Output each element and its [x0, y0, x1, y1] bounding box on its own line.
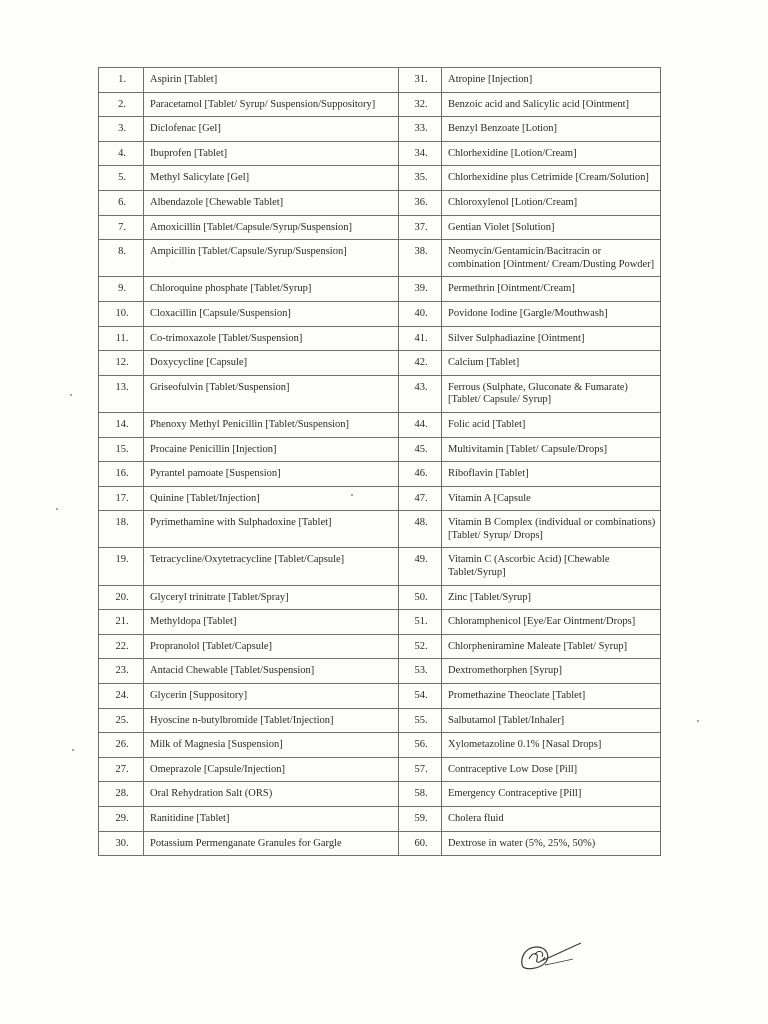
drug-name: Zinc [Tablet/Syrup]: [442, 585, 661, 610]
drug-name: Doxycycline [Capsule]: [144, 351, 399, 376]
item-number: 24.: [99, 684, 144, 709]
item-number: 7.: [99, 215, 144, 240]
item-number: 32.: [399, 92, 442, 117]
item-number: 41.: [399, 326, 442, 351]
table-row: [99, 166, 661, 191]
item-number: 18.: [99, 511, 144, 548]
drug-name: Chlorhexidine [Lotion/Cream]: [442, 141, 661, 166]
drug-name: Glyceryl trinitrate [Tablet/Spray]: [144, 585, 399, 610]
item-number: 42.: [399, 351, 442, 376]
drug-name: Xylometazoline 0.1% [Nasal Drops]: [442, 733, 661, 758]
table-row: [99, 301, 661, 326]
drug-name: Aspirin [Tablet]: [144, 68, 399, 93]
item-number: 50.: [399, 585, 442, 610]
item-number: 30.: [99, 831, 144, 856]
table-row: [99, 708, 661, 733]
drug-name: Silver Sulphadiazine [Ointment]: [442, 326, 661, 351]
table-row: [99, 659, 661, 684]
drug-name: Cholera fluid: [442, 807, 661, 832]
table-row: [99, 486, 661, 511]
item-number: 21.: [99, 610, 144, 635]
item-number: 57.: [399, 757, 442, 782]
item-number: 8.: [99, 240, 144, 277]
drug-name: Co-trimoxazole [Tablet/Suspension]: [144, 326, 399, 351]
table-row: [99, 548, 661, 585]
item-number: 35.: [399, 166, 442, 191]
item-number: 36.: [399, 190, 442, 215]
drug-name: Chloramphenicol [Eye/Ear Ointment/Drops]: [442, 610, 661, 635]
item-number: 31.: [399, 68, 442, 93]
drug-name: Potassium Permenganate Granules for Gargle: [144, 831, 399, 856]
item-number: 33.: [399, 117, 442, 142]
item-number: 13.: [99, 375, 144, 412]
drug-name: Phenoxy Methyl Penicillin [Tablet/Suspension]: [144, 412, 399, 437]
drug-name: Griseofulvin [Tablet/Suspension]: [144, 375, 399, 412]
item-number: 17.: [99, 486, 144, 511]
drug-name: Glycerin [Suppository]: [144, 684, 399, 709]
item-number: 9.: [99, 277, 144, 302]
item-number: 22.: [99, 634, 144, 659]
drug-name: Methyl Salicylate [Gel]: [144, 166, 399, 191]
item-number: 28.: [99, 782, 144, 807]
item-number: 53.: [399, 659, 442, 684]
item-number: 47.: [399, 486, 442, 511]
drug-name: Dextrose in water (5%, 25%, 50%): [442, 831, 661, 856]
drug-name: Benzyl Benzoate [Lotion]: [442, 117, 661, 142]
item-number: 45.: [399, 437, 442, 462]
item-number: 27.: [99, 757, 144, 782]
drug-name: Methyldopa [Tablet]: [144, 610, 399, 635]
scan-speck: [351, 494, 353, 496]
table-row: [99, 610, 661, 635]
item-number: 23.: [99, 659, 144, 684]
drug-name: Omeprazole [Capsule/Injection]: [144, 757, 399, 782]
table-row: [99, 782, 661, 807]
drug-name: Ibuprofen [Tablet]: [144, 141, 399, 166]
item-number: 2.: [99, 92, 144, 117]
item-number: 46.: [399, 462, 442, 487]
drug-name: Procaine Penicillin [Injection]: [144, 437, 399, 462]
drug-name: Multivitamin [Tablet/ Capsule/Drops]: [442, 437, 661, 462]
table-row: [99, 326, 661, 351]
drug-name: Pyrimethamine with Sulphadoxine [Tablet]: [144, 511, 399, 548]
item-number: 4.: [99, 141, 144, 166]
drug-name: Propranolol [Tablet/Capsule]: [144, 634, 399, 659]
item-number: 56.: [399, 733, 442, 758]
table-row: [99, 240, 661, 277]
table-row: [99, 831, 661, 856]
scan-speck: [72, 749, 74, 751]
drug-name: Atropine [Injection]: [442, 68, 661, 93]
table-row: [99, 277, 661, 302]
drug-name: Vitamin C (Ascorbic Acid) [Chewable Tablet/Syrup]: [442, 548, 661, 585]
item-number: 38.: [399, 240, 442, 277]
scan-speck: [697, 720, 699, 722]
drug-name: Promethazine Theoclate [Tablet]: [442, 684, 661, 709]
drug-name: Benzoic acid and Salicylic acid [Ointment]: [442, 92, 661, 117]
item-number: 3.: [99, 117, 144, 142]
drug-name: Chloroxylenol [Lotion/Cream]: [442, 190, 661, 215]
item-number: 37.: [399, 215, 442, 240]
drug-name: Albendazole [Chewable Tablet]: [144, 190, 399, 215]
item-number: 52.: [399, 634, 442, 659]
table-row: [99, 807, 661, 832]
item-number: 5.: [99, 166, 144, 191]
drug-name: Ampicillin [Tablet/Capsule/Syrup/Suspension]: [144, 240, 399, 277]
item-number: 44.: [399, 412, 442, 437]
item-number: 59.: [399, 807, 442, 832]
table-row: [99, 412, 661, 437]
drug-name: Salbutamol [Tablet/Inhaler]: [442, 708, 661, 733]
drug-name: Milk of Magnesia [Suspension]: [144, 733, 399, 758]
table-row: [99, 215, 661, 240]
table-row: [99, 190, 661, 215]
drug-name: Vitamin B Complex (individual or combinations) [Tablet/ Syrup/ Drops]: [442, 511, 661, 548]
item-number: 11.: [99, 326, 144, 351]
drug-name: Chlorhexidine plus Cetrimide [Cream/Solution]: [442, 166, 661, 191]
drug-name: Riboflavin [Tablet]: [442, 462, 661, 487]
drug-name: Neomycin/Gentamicin/Bacitracin or combination [Ointment/ Cream/Dusting Powder]: [442, 240, 661, 277]
item-number: 6.: [99, 190, 144, 215]
item-number: 58.: [399, 782, 442, 807]
drug-name: Cloxacillin [Capsule/Suspension]: [144, 301, 399, 326]
item-number: 29.: [99, 807, 144, 832]
drug-name: Diclofenac [Gel]: [144, 117, 399, 142]
item-number: 20.: [99, 585, 144, 610]
drug-name: Permethrin [Ointment/Cream]: [442, 277, 661, 302]
drug-name: Dextromethorphen [Syrup]: [442, 659, 661, 684]
drug-name: Chlorpheniramine Maleate [Tablet/ Syrup]: [442, 634, 661, 659]
drug-list-body: [99, 68, 661, 856]
drug-name: Emergency Contraceptive [Pill]: [442, 782, 661, 807]
table-row: [99, 437, 661, 462]
drug-name: Gentian Violet [Solution]: [442, 215, 661, 240]
drug-name: Vitamin A [Capsule: [442, 486, 661, 511]
table-row: [99, 351, 661, 376]
item-number: 26.: [99, 733, 144, 758]
drug-name: Amoxicillin [Tablet/Capsule/Syrup/Suspension]: [144, 215, 399, 240]
table-row: [99, 375, 661, 412]
table-row: [99, 462, 661, 487]
item-number: 48.: [399, 511, 442, 548]
item-number: 43.: [399, 375, 442, 412]
item-number: 15.: [99, 437, 144, 462]
item-number: 49.: [399, 548, 442, 585]
item-number: 10.: [99, 301, 144, 326]
drug-name: Folic acid [Tablet]: [442, 412, 661, 437]
table-row: [99, 117, 661, 142]
drug-name: Povidone Iodine [Gargle/Mouthwash]: [442, 301, 661, 326]
drug-name: Oral Rehydration Salt (ORS): [144, 782, 399, 807]
table-row: [99, 585, 661, 610]
item-number: 19.: [99, 548, 144, 585]
scan-speck: [70, 394, 72, 396]
item-number: 14.: [99, 412, 144, 437]
table-row: [99, 92, 661, 117]
drug-name: Hyoscine n-butylbromide [Tablet/Injection]: [144, 708, 399, 733]
item-number: 60.: [399, 831, 442, 856]
item-number: 39.: [399, 277, 442, 302]
handwritten-signature-icon: [515, 937, 585, 979]
item-number: 16.: [99, 462, 144, 487]
drug-name: Pyrantel pamoate [Suspension]: [144, 462, 399, 487]
item-number: 12.: [99, 351, 144, 376]
drug-name: Antacid Chewable [Tablet/Suspension]: [144, 659, 399, 684]
scan-speck: [56, 508, 58, 510]
table-row: [99, 684, 661, 709]
table-row: [99, 141, 661, 166]
item-number: 51.: [399, 610, 442, 635]
item-number: 1.: [99, 68, 144, 93]
drug-name: Quinine [Tablet/Injection]: [144, 486, 399, 511]
drug-list-table: [98, 67, 661, 856]
item-number: 25.: [99, 708, 144, 733]
table-row: [99, 757, 661, 782]
drug-name: Chloroquine phosphate [Tablet/Syrup]: [144, 277, 399, 302]
drug-name: Ferrous (Sulphate, Gluconate & Fumarate) [Tablet/ Capsule/ Syrup]: [442, 375, 661, 412]
drug-name: Contraceptive Low Dose [Pill]: [442, 757, 661, 782]
item-number: 54.: [399, 684, 442, 709]
item-number: 55.: [399, 708, 442, 733]
item-number: 40.: [399, 301, 442, 326]
table-row: [99, 511, 661, 548]
drug-name: Paracetamol [Tablet/ Syrup/ Suspension/Suppository]: [144, 92, 399, 117]
table-row: [99, 68, 661, 93]
drug-name: Calcium [Tablet]: [442, 351, 661, 376]
drug-name: Ranitidine [Tablet]: [144, 807, 399, 832]
item-number: 34.: [399, 141, 442, 166]
drug-name: Tetracycline/Oxytetracycline [Tablet/Capsule]: [144, 548, 399, 585]
table-row: [99, 733, 661, 758]
table-row: [99, 634, 661, 659]
